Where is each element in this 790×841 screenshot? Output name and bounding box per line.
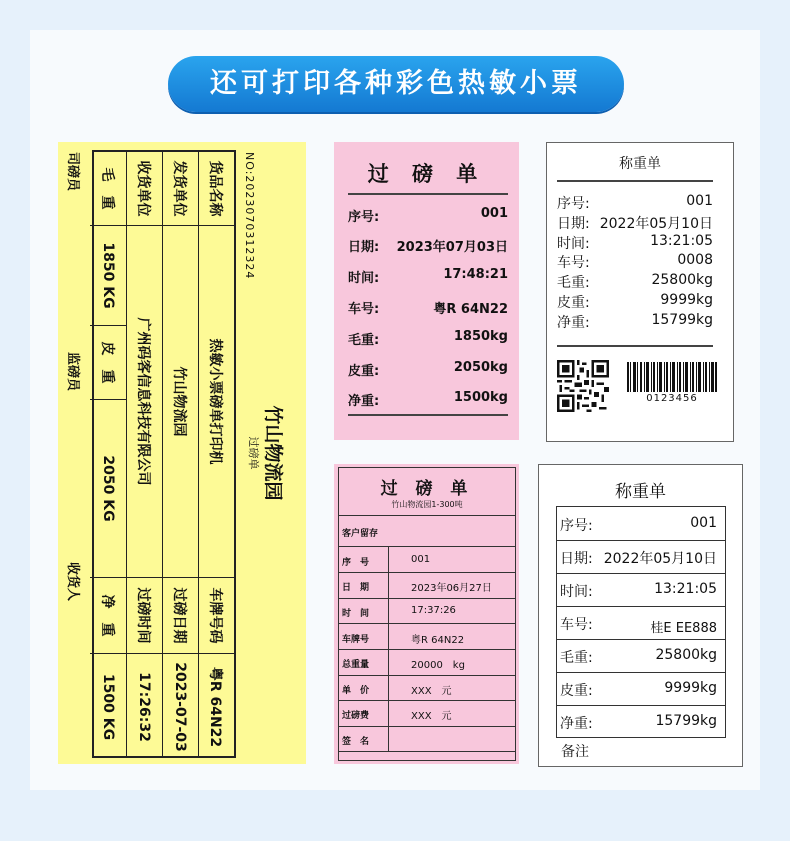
pink2-row-value: 17:37:26 (411, 605, 456, 616)
pink2-store-copy: 客户留存 (342, 529, 379, 539)
white1-row (557, 252, 713, 272)
row-label: 皮重: (557, 295, 590, 311)
pink1-row (348, 298, 508, 317)
row-value: 桂E EE888 (650, 621, 717, 636)
cell-label: 发货单位 (163, 152, 198, 226)
cell-value: 粤R 64N22 (207, 666, 224, 748)
pink2-row-label: 过磅费 (342, 711, 370, 721)
cell-value: 2023-07-03 (172, 662, 189, 752)
yellow-footer-weigher: 司磅员 (65, 152, 80, 192)
white1-row (557, 233, 713, 253)
row-label: 毛重: (557, 275, 590, 291)
pink1-row (348, 236, 508, 255)
divider (557, 345, 713, 347)
pink2-row-label: 单 价 (342, 686, 370, 696)
pink1-title: 过 磅 单 (367, 162, 486, 186)
row-label: 时间: (348, 271, 380, 286)
row-value: 1850kg (453, 329, 508, 344)
row-label: 日期: (557, 216, 590, 232)
table-row (198, 152, 234, 756)
pink2-row-label: 车牌号 (342, 635, 370, 645)
cell-label: 收货单位 (127, 152, 162, 226)
table-row (126, 152, 162, 756)
divider (338, 751, 516, 752)
divider (338, 572, 516, 573)
row-label: 车号: (348, 302, 380, 317)
divider (338, 515, 516, 516)
row-value: 0008 (677, 252, 713, 268)
table-row (557, 540, 725, 573)
row-value: 001 (690, 515, 717, 531)
yellow-ticket (58, 142, 306, 764)
pink2-row-value: 2023年06月27日 (411, 583, 492, 594)
yellow-serial-no: NO:2023070312324 (243, 152, 256, 280)
row-value: 15799kg (651, 312, 713, 328)
row-label: 毛重: (348, 333, 380, 348)
row-value: 001 (686, 193, 713, 209)
divider (338, 700, 516, 701)
row-value: 粤R 64N22 (433, 302, 508, 317)
divider (338, 623, 516, 624)
cell-value: 广州码客信息科技有限公司 (127, 226, 162, 578)
divider (338, 598, 516, 599)
pink2-row-value: 粤R 64N22 (411, 635, 465, 646)
row-label: 净重: (557, 315, 590, 331)
row-label: 净重: (348, 394, 380, 409)
yellow-subtitle: 过磅单 (247, 436, 260, 470)
row-value: 2050kg (453, 360, 508, 375)
white1-row (557, 312, 713, 332)
divider (338, 649, 516, 650)
pink1-row (348, 390, 508, 409)
row-value: 13:21:05 (654, 581, 717, 597)
yellow-ticket-content (58, 142, 306, 764)
barcode-icon (627, 362, 717, 392)
cell-label: 过磅日期 (163, 578, 198, 654)
pink2-row-label: 序 号 (342, 558, 370, 568)
pink1-row (348, 206, 508, 225)
cell-value: 竹山物流园 (163, 226, 198, 578)
row-label: 毛重: (560, 650, 593, 666)
row-label: 时间: (560, 584, 593, 600)
white1-row (557, 292, 713, 312)
yellow-footer-receiver: 收货人 (65, 562, 80, 602)
pink2-title: 过 磅 单 (380, 479, 474, 499)
row-label: 序号: (557, 196, 590, 212)
cell-value: 2050 KG (90, 400, 126, 578)
row-value: 25800kg (651, 272, 713, 288)
divider (348, 414, 508, 416)
table-row (557, 573, 725, 606)
row-label: 时间: (557, 236, 590, 252)
row-value: 25800kg (655, 647, 717, 663)
row-label: 日期: (560, 551, 593, 567)
row-value: 15799kg (655, 713, 717, 729)
cell-label: 净 重 (90, 578, 126, 654)
cell-value: 1850 KG (90, 226, 126, 326)
row-value: 2022年05月10日 (603, 551, 717, 567)
divider (338, 726, 516, 727)
row-value: 2022年05月10日 (599, 216, 713, 232)
row-label: 序号: (348, 210, 380, 225)
cell-value: 1500 KG (100, 673, 116, 741)
row-label: 序号: (560, 518, 593, 534)
pink2-row-label: 总重量 (342, 660, 370, 670)
row-label: 皮重: (348, 364, 380, 379)
pink2-row-label: 时 间 (342, 609, 370, 619)
divider (338, 546, 516, 547)
cell-label: 货品名称 (199, 152, 234, 226)
cell-value: 17:26:32 (136, 672, 153, 742)
white2-title: 称重单 (615, 482, 666, 502)
row-value: 001 (480, 206, 508, 221)
row-label: 车号: (557, 255, 590, 271)
pink1-row (348, 267, 508, 286)
banner-title: 还可打印各种彩色热敏小票 (168, 56, 624, 112)
white1-row (557, 193, 713, 213)
row-value: 9999kg (664, 680, 717, 696)
yellow-title: 竹山物流园 (262, 405, 284, 501)
pink1-row (348, 360, 508, 379)
row-label: 车号: (560, 617, 593, 633)
pink2-row-label: 签 名 (342, 737, 370, 747)
table-row (162, 152, 198, 756)
table-row (90, 152, 126, 756)
row-value: 13:21:05 (650, 233, 713, 249)
divider (557, 180, 713, 182)
pink1-row (348, 329, 508, 348)
divider (348, 193, 508, 195)
white1-row (557, 213, 713, 233)
table-row (557, 507, 725, 540)
pink2-subtitle: 竹山物流园1-300吨 (391, 500, 463, 509)
table-row (557, 606, 725, 639)
qr-code-icon (557, 360, 609, 412)
cell-value: 热敏小票磅单打印机 (199, 226, 234, 578)
row-label: 皮重: (560, 683, 593, 699)
yellow-table (92, 150, 236, 758)
table-row (557, 705, 725, 738)
cell-label: 毛 重 (90, 152, 126, 226)
row-value: 17:48:21 (443, 267, 508, 282)
row-value: 1500kg (453, 390, 508, 405)
pink2-row-label: 日 期 (342, 583, 370, 593)
row-value: 2023年07月03日 (396, 240, 508, 255)
barcode-number: 0123456 (646, 393, 698, 404)
row-label: 净重: (560, 716, 593, 732)
pink2-row-value: 20000 kg (411, 660, 465, 671)
white1-title: 称重单 (619, 156, 661, 172)
row-label: 日期: (348, 240, 380, 255)
divider (338, 675, 516, 676)
cell-label: 车牌号码 (199, 578, 234, 654)
row-value: 9999kg (660, 292, 713, 308)
white1-row (557, 272, 713, 292)
white2-table (556, 506, 726, 738)
pink2-row-value: 001 (411, 554, 431, 565)
cell-label: 过磅时间 (127, 578, 162, 654)
yellow-footer-supervisor: 监磅员 (65, 352, 80, 392)
cell-label: 皮 重 (90, 326, 126, 400)
table-row (557, 639, 725, 672)
white2-note: 备注 (561, 744, 589, 760)
pink2-row-value: XXX 元 (411, 686, 452, 697)
table-row (557, 672, 725, 705)
pink2-row-value: XXX 元 (411, 711, 452, 722)
